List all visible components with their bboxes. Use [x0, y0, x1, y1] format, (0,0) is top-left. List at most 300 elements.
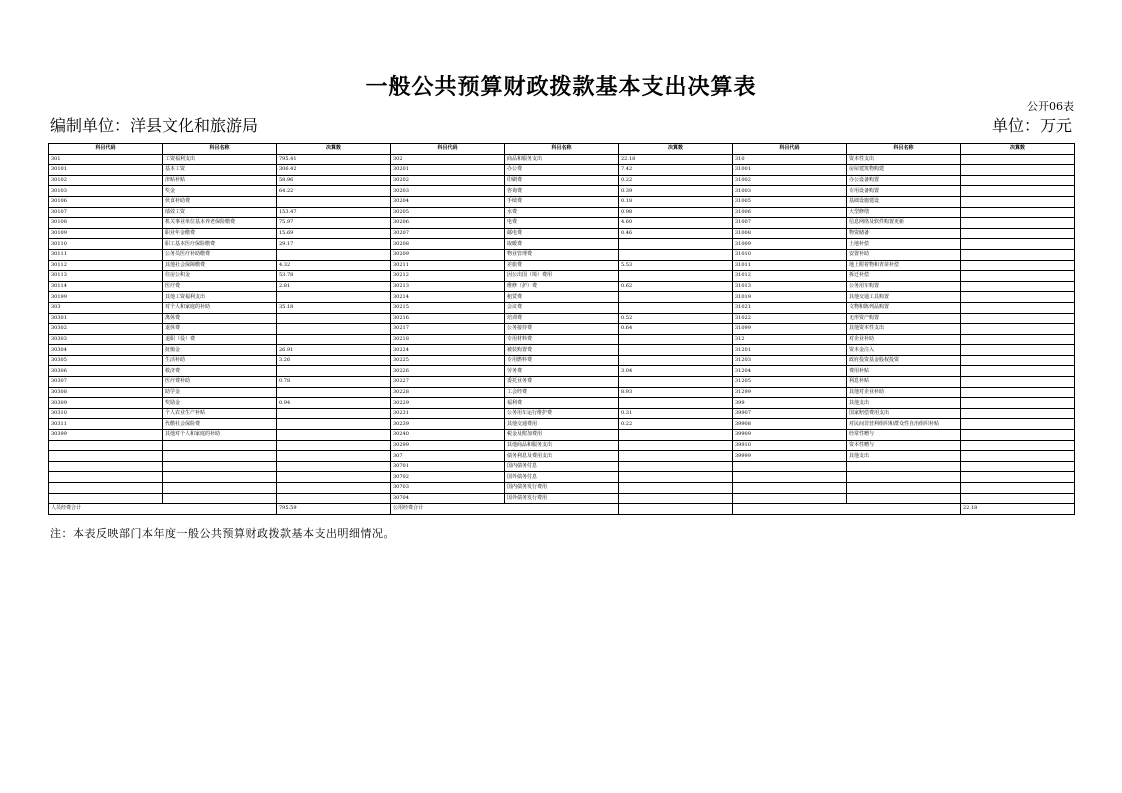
table-cell-amount: [277, 440, 391, 451]
table-cell-code: 31022: [733, 313, 847, 324]
table-cell-name: 拆迁补偿: [847, 271, 961, 282]
table-cell-name: 电费: [505, 218, 619, 229]
table-cell-code: [49, 451, 163, 462]
table-cell-amount: [961, 451, 1075, 462]
table-cell-code: 30216: [391, 313, 505, 324]
table-cell-code: 30102: [49, 175, 163, 186]
table-cell-name: 培训费: [505, 313, 619, 324]
table-cell-name: 资本性赠与: [847, 440, 961, 451]
table-cell-code: 31010: [733, 249, 847, 260]
table-cell-name: 专用设备购置: [847, 186, 961, 197]
table-cell-amount: [619, 355, 733, 366]
table-cell-code: 30204: [391, 196, 505, 207]
table-cell-amount: [961, 281, 1075, 292]
table-cell-name: 物资储备: [847, 228, 961, 239]
table-cell-amount: 0.52: [619, 313, 733, 324]
table-cell-amount: [277, 366, 391, 377]
table-cell-amount: [619, 440, 733, 451]
table-cell-amount: 4.32: [277, 260, 391, 271]
table-cell-code: 31203: [733, 355, 847, 366]
table-cell-code: 30704: [391, 493, 505, 504]
table-cell-name: 公务员医疗补助缴费: [163, 249, 277, 260]
table-cell-amount: 53.78: [277, 271, 391, 282]
table-cell-code: 30108: [49, 218, 163, 229]
table-cell-name: 退休费: [163, 324, 277, 335]
table-cell-amount: [619, 292, 733, 303]
table-cell-amount: 0.64: [619, 324, 733, 335]
table-cell-name: 其他工资福利支出: [163, 292, 277, 303]
table-cell-name: 国外债务付息: [505, 472, 619, 483]
table-cell-code: [49, 493, 163, 504]
table-cell-code: [733, 493, 847, 504]
table-cell-name: 基础设施建设: [847, 196, 961, 207]
table-cell-name: 债务利息及费用支出: [505, 451, 619, 462]
table-cell-code: 31013: [733, 281, 847, 292]
table-cell-name: 劳务费: [505, 366, 619, 377]
table-cell-code: 39908: [733, 419, 847, 430]
table-row: [49, 430, 1075, 441]
table-cell-amount: [619, 345, 733, 356]
table-cell-name: 地上附着物和青苗补偿: [847, 260, 961, 271]
table-row: [49, 281, 1075, 292]
table-cell-amount: [961, 493, 1075, 504]
table-cell-code: 31019: [733, 292, 847, 303]
table-cell-code: 30224: [391, 345, 505, 356]
table-cell-name: 国内债务发行费用: [505, 483, 619, 494]
table-cell-code: 30114: [49, 281, 163, 292]
table-cell-name: 退职（役）费: [163, 334, 277, 345]
table-cell-name: 公务接待费: [505, 324, 619, 335]
table-cell-amount: [961, 345, 1075, 356]
table-cell-name: 物业管理费: [505, 249, 619, 260]
table-cell-name: 经常性赠与: [847, 430, 961, 441]
table-cell-code: 30209: [391, 249, 505, 260]
table-row: [49, 398, 1075, 409]
totals-row: [49, 504, 1075, 515]
table-cell-amount: [277, 387, 391, 398]
table-cell-amount: [277, 292, 391, 303]
table-cell-code: 30199: [49, 292, 163, 303]
table-cell-name: [847, 472, 961, 483]
table-cell-amount: [277, 334, 391, 345]
table-cell-amount: [961, 186, 1075, 197]
reporting-unit: 编制单位：洋县文化和旅游局: [50, 116, 259, 135]
table-cell-name: 手续费: [505, 196, 619, 207]
table-cell-name: 水费: [505, 207, 619, 218]
table-cell-name: 伙食补助费: [163, 196, 277, 207]
table-cell-code: 39907: [733, 408, 847, 419]
table-row: [49, 461, 1075, 472]
table-cell-name: 其他社会保障缴费: [163, 260, 277, 271]
table-cell-name: 基本工资: [163, 165, 277, 176]
table-cell-amount: [277, 408, 391, 419]
table-cell-amount: [277, 493, 391, 504]
column-header-amount: 决算数: [961, 144, 1075, 155]
table-row: [49, 271, 1075, 282]
table-cell-code: 30701: [391, 461, 505, 472]
table-cell-amount: 29.17: [277, 239, 391, 250]
table-cell-name: 公务用车运行维护费: [505, 408, 619, 419]
table-row: [49, 334, 1075, 345]
table-cell-amount: 26.91: [277, 345, 391, 356]
table-cell-amount: [277, 461, 391, 472]
table-cell-name: 职工基本医疗保险缴费: [163, 239, 277, 250]
table-cell-name: 生活补助: [163, 355, 277, 366]
table-row: [49, 366, 1075, 377]
table-cell-code: 30215: [391, 302, 505, 313]
table-cell-amount: 0.31: [619, 408, 733, 419]
table-cell-name: 抚恤金: [163, 345, 277, 356]
table-cell-code: 30305: [49, 355, 163, 366]
table-cell-code: 31002: [733, 175, 847, 186]
table-cell-name: [163, 451, 277, 462]
table-cell-code: 30106: [49, 196, 163, 207]
table-cell-name: 对个人和家庭的补助: [163, 302, 277, 313]
table-cell-amount: 0.46: [619, 228, 733, 239]
table-row: [49, 165, 1075, 176]
table-row: [49, 239, 1075, 250]
table-cell-code: 30206: [391, 218, 505, 229]
table-cell-code: 30111: [49, 249, 163, 260]
table-row: [49, 387, 1075, 398]
table-cell-name: 资本性支出: [847, 154, 961, 165]
table-cell-name: 公务用车购置: [847, 281, 961, 292]
table-cell-code: 31099: [733, 324, 847, 335]
table-cell-name: [163, 472, 277, 483]
table-cell-code: [733, 472, 847, 483]
table-cell-code: 30231: [391, 408, 505, 419]
table-cell-code: [49, 472, 163, 483]
table-cell-amount: [961, 377, 1075, 388]
table-cell-amount: [619, 302, 733, 313]
table-cell-amount: 35.18: [277, 302, 391, 313]
table-cell-name: 职业年金缴费: [163, 228, 277, 239]
table-cell-name: [163, 483, 277, 494]
table-cell-code: 399: [733, 398, 847, 409]
table-cell-amount: [619, 239, 733, 250]
table-cell-name: 其他支出: [847, 451, 961, 462]
table-cell-amount: [961, 419, 1075, 430]
table-cell-amount: [277, 249, 391, 260]
table-cell-code: 30203: [391, 186, 505, 197]
table-cell-code: 30113: [49, 271, 163, 282]
table-cell-code: 31005: [733, 196, 847, 207]
table-cell-code: [49, 440, 163, 451]
table-cell-name: 差旅费: [505, 260, 619, 271]
table-row: [49, 408, 1075, 419]
column-header-code: 科目代码: [391, 144, 505, 155]
table-row: [49, 175, 1075, 186]
table-row: [49, 292, 1075, 303]
table-cell-amount: [961, 408, 1075, 419]
table-cell-name: 利息补贴: [847, 377, 961, 388]
table-cell-code: 31299: [733, 387, 847, 398]
table-cell-code: 310: [733, 154, 847, 165]
table-row: [49, 355, 1075, 366]
table-cell-code: 39909: [733, 430, 847, 441]
table-cell-code: 30306: [49, 366, 163, 377]
table-cell-name: 被装购置费: [505, 345, 619, 356]
table-cell-amount: [619, 451, 733, 462]
table-cell-code: 307: [391, 451, 505, 462]
table-cell-code: 31001: [733, 165, 847, 176]
table-cell-code: 31006: [733, 207, 847, 218]
table-cell-code: [733, 483, 847, 494]
table-cell-amount: [961, 440, 1075, 451]
table-cell-code: 30208: [391, 239, 505, 250]
table-cell-code: 39910: [733, 440, 847, 451]
table-cell-code: 31011: [733, 260, 847, 271]
table-row: [49, 419, 1075, 430]
table-cell-name: 对民间非营利组织和群众性自治组织补贴: [847, 419, 961, 430]
table-row: [49, 154, 1075, 165]
currency-unit: 单位：万元: [991, 116, 1072, 135]
table-cell-amount: [961, 260, 1075, 271]
table-cell-amount: 0.18: [619, 196, 733, 207]
table-cell-code: 30307: [49, 377, 163, 388]
table-cell-amount: 15.69: [277, 228, 391, 239]
column-header-name: 科目名称: [163, 144, 277, 155]
table-cell-amount: [277, 419, 391, 430]
table-cell-amount: [619, 430, 733, 441]
table-cell-amount: [619, 493, 733, 504]
table-cell-code: 30110: [49, 239, 163, 250]
table-cell-amount: [961, 472, 1075, 483]
table-cell-name: 机关事业单位基本养老保险缴费: [163, 218, 277, 229]
table-cell-name: 费用补贴: [847, 366, 961, 377]
table-cell-name: [847, 493, 961, 504]
table-cell-amount: [277, 451, 391, 462]
table-cell-amount: 5.53: [619, 260, 733, 271]
table-cell-code: 30201: [391, 165, 505, 176]
table-cell-amount: [619, 271, 733, 282]
table-cell-amount: 64.22: [277, 186, 391, 197]
table-cell-amount: [961, 175, 1075, 186]
table-cell-name: [847, 483, 961, 494]
table-cell-name: 其他交通费用: [505, 419, 619, 430]
table-cell-amount: 0.22: [619, 175, 733, 186]
table-cell-amount: 0.39: [619, 186, 733, 197]
table-cell-code: 30207: [391, 228, 505, 239]
table-cell-amount: 0.22: [619, 419, 733, 430]
table-cell-amount: 2.81: [277, 281, 391, 292]
table-cell-code: 30112: [49, 260, 163, 271]
table-cell-name: 其他对企业补助: [847, 387, 961, 398]
table-cell-amount: [619, 472, 733, 483]
table-cell-amount: [961, 228, 1075, 239]
table-cell-code: 30214: [391, 292, 505, 303]
table-row: [49, 186, 1075, 197]
table-cell-name: 资本金注入: [847, 345, 961, 356]
table-cell-code: 30109: [49, 228, 163, 239]
table-cell-code: 30103: [49, 186, 163, 197]
table-cell-code: 30226: [391, 366, 505, 377]
table-cell-code: 31008: [733, 228, 847, 239]
table-cell-code: 31021: [733, 302, 847, 313]
table-cell-name: 信息网络及软件购置更新: [847, 218, 961, 229]
table-cell-amount: [961, 154, 1075, 165]
table-cell-name: 文物和陈列品购置: [847, 302, 961, 313]
table-cell-amount: [961, 196, 1075, 207]
table-cell-name: 代缴社会保险费: [163, 419, 277, 430]
table-cell-amount: [277, 196, 391, 207]
table-cell-amount: 0.62: [619, 281, 733, 292]
table-cell-name: 国内债务付息: [505, 461, 619, 472]
table-cell-amount: [619, 461, 733, 472]
table-cell-amount: [961, 324, 1075, 335]
table-cell-name: 房屋建筑物购建: [847, 165, 961, 176]
table-cell-code: 30304: [49, 345, 163, 356]
table-row: [49, 483, 1075, 494]
table-cell-amount: 153.47: [277, 207, 391, 218]
table-cell-code: 312: [733, 334, 847, 345]
table-cell-amount: 0.94: [277, 398, 391, 409]
table-cell-code: 30302: [49, 324, 163, 335]
table-cell-name: 个人农业生产补贴: [163, 408, 277, 419]
table-row: [49, 451, 1075, 462]
table-cell-name: 医疗费补助: [163, 377, 277, 388]
table-cell-name: 税金及附加费用: [505, 430, 619, 441]
table-cell-name: 委托业务费: [505, 377, 619, 388]
table-cell-code: 303: [49, 302, 163, 313]
table-row: [49, 377, 1075, 388]
table-cell-code: 30101: [49, 165, 163, 176]
table-cell-amount: 795.41: [277, 154, 391, 165]
table-cell-code: 30217: [391, 324, 505, 335]
footnote: 注：本表反映部门本年度一般公共预算财政拨款基本支出明细情况。: [50, 527, 395, 540]
table-cell-code: 30308: [49, 387, 163, 398]
form-number: 公开06表: [1027, 100, 1074, 113]
table-cell-name: 土地补偿: [847, 239, 961, 250]
table-cell-name: 其他交通工具购置: [847, 292, 961, 303]
table-cell-name: 印刷费: [505, 175, 619, 186]
table-cell-name: 专用燃料费: [505, 355, 619, 366]
table-cell-code: 30213: [391, 281, 505, 292]
table-cell-amount: [961, 334, 1075, 345]
table-cell-code: 30225: [391, 355, 505, 366]
table-cell-name: 助学金: [163, 387, 277, 398]
table-cell-amount: [961, 387, 1075, 398]
table-row: [49, 345, 1075, 356]
table-cell-name: [163, 461, 277, 472]
table-cell-amount: 22.18: [619, 154, 733, 165]
column-header-name: 科目名称: [505, 144, 619, 155]
table-cell-name: 其他资本性支出: [847, 324, 961, 335]
table-cell-code: 31204: [733, 366, 847, 377]
table-cell-amount: [961, 483, 1075, 494]
table-cell-name: 国家赔偿费用支出: [847, 408, 961, 419]
table-cell-name: [163, 440, 277, 451]
table-cell-name: [847, 461, 961, 472]
table-cell-amount: [277, 430, 391, 441]
table-row: [49, 228, 1075, 239]
table-cell-name: 邮电费: [505, 228, 619, 239]
public-total-blank: [619, 504, 733, 515]
table-cell-amount: [961, 165, 1075, 176]
table-cell-name: 因公出国（境）费用: [505, 271, 619, 282]
table-row: [49, 260, 1075, 271]
table-cell-amount: [961, 398, 1075, 409]
table-cell-amount: [277, 483, 391, 494]
table-row: [49, 493, 1075, 504]
table-row: [49, 302, 1075, 313]
table-cell-name: 津贴补贴: [163, 175, 277, 186]
table-cell-name: 离休费: [163, 313, 277, 324]
table-cell-code: 30107: [49, 207, 163, 218]
table-row: [49, 472, 1075, 483]
page-title: 一般公共预算财政拨款基本支出决算表: [365, 74, 757, 100]
personnel-total-value: 795.59: [277, 504, 391, 515]
table-cell-amount: 306.42: [277, 165, 391, 176]
table-cell-code: 30212: [391, 271, 505, 282]
table-row: [49, 196, 1075, 207]
table-cell-code: 31205: [733, 377, 847, 388]
table-row: [49, 207, 1075, 218]
table-cell-amount: 4.60: [619, 218, 733, 229]
table-cell-name: 大型修缮: [847, 207, 961, 218]
table-cell-amount: 8.93: [619, 387, 733, 398]
table-cell-code: 30228: [391, 387, 505, 398]
table-cell-code: 39999: [733, 451, 847, 462]
table-cell-name: 维修（护）费: [505, 281, 619, 292]
table-cell-amount: [961, 271, 1075, 282]
table-cell-amount: [619, 334, 733, 345]
table-cell-amount: 0.98: [619, 207, 733, 218]
table-cell-amount: [619, 377, 733, 388]
column-header-code: 科目代码: [49, 144, 163, 155]
table-cell-amount: [961, 249, 1075, 260]
table-cell-code: 30301: [49, 313, 163, 324]
table-cell-amount: [619, 249, 733, 260]
table-cell-name: 工资福利支出: [163, 154, 277, 165]
table-cell-name: 咨询费: [505, 186, 619, 197]
table-cell-name: 无形资产购置: [847, 313, 961, 324]
table-cell-code: 30227: [391, 377, 505, 388]
table-cell-amount: [961, 313, 1075, 324]
table-cell-code: 30240: [391, 430, 505, 441]
table-cell-amount: [961, 302, 1075, 313]
table-cell-name: 其他支出: [847, 398, 961, 409]
table-cell-name: 专用材料费: [505, 334, 619, 345]
table-cell-amount: 0.78: [277, 377, 391, 388]
table-cell-name: 对企业补助: [847, 334, 961, 345]
public-total-value: 22.18: [961, 504, 1075, 515]
table-cell-code: 30202: [391, 175, 505, 186]
table-cell-name: 医疗费: [163, 281, 277, 292]
table-cell-amount: [277, 313, 391, 324]
table-cell-name: 奖金: [163, 186, 277, 197]
table-cell-code: 30239: [391, 419, 505, 430]
table-row: [49, 324, 1075, 335]
table-cell-amount: [277, 324, 391, 335]
table-cell-name: 救济费: [163, 366, 277, 377]
totals-blank: [733, 504, 961, 515]
table-cell-name: 办公费: [505, 165, 619, 176]
table-cell-name: 取暖费: [505, 239, 619, 250]
table-cell-code: 30399: [49, 430, 163, 441]
table-row: [49, 313, 1075, 324]
table-cell-name: [163, 493, 277, 504]
table-cell-code: 30218: [391, 334, 505, 345]
table-cell-code: 30205: [391, 207, 505, 218]
table-cell-amount: [961, 430, 1075, 441]
table-cell-name: 办公设备购置: [847, 175, 961, 186]
table-cell-amount: [961, 207, 1075, 218]
table-cell-amount: [961, 366, 1075, 377]
table-row: [49, 249, 1075, 260]
table-cell-amount: 75.97: [277, 218, 391, 229]
column-header-amount: 决算数: [619, 144, 733, 155]
